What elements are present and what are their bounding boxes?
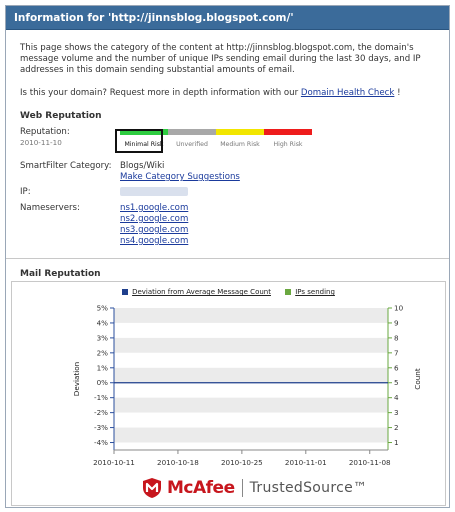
risk-label-minimal: Minimal Risk [124,141,164,148]
y-left-axis-title: Deviation [72,361,81,397]
intro-question [20,88,437,99]
x-tick-label: 2010-11-01 [284,458,327,467]
mcafee-brand: McAfee [167,478,235,498]
risk-label-medium: Medium Risk [220,141,260,148]
x-tick-label: 2010-10-18 [157,458,199,467]
grid-band [114,428,388,443]
ip-label: IP: [20,187,31,197]
y-right-tick-label: 10 [394,303,404,313]
nameservers-label: Nameservers: [20,203,80,213]
info-window [5,5,450,508]
question-text: Is this your domain? Request more in depth information with our [20,88,299,98]
web-reputation-title: Web Reputation [20,111,102,121]
grid-band [114,413,388,428]
legend-label-deviation: Deviation from Average Message Count [132,288,271,296]
y-right-tick-label: 4 [394,393,399,403]
mail-reputation-title: Mail Reputation [20,269,101,279]
reputation-label-block [20,127,120,150]
nameserver-link[interactable]: ns1.google.com [120,203,189,213]
ip-value-redacted [120,187,188,196]
y-left-tick-label: 0% [96,378,108,388]
nameserver-link[interactable]: ns4.google.com [120,236,189,246]
make-category-suggestions-link[interactable]: Make Category Suggestions [120,172,240,182]
y-right-tick-label: 3 [394,408,399,418]
mail-reputation-chart-panel [11,281,446,506]
y-right-tick-label: 8 [394,333,399,343]
reputation-date: 2010-11-10 [20,138,62,147]
domain-health-check-link[interactable]: Domain Health Check [300,88,395,98]
nameserver-link[interactable]: ns3.google.com [120,225,189,235]
y-left-tick-label: 5% [96,303,108,313]
risk-label-high: High Risk [273,141,303,148]
mcafee-logo [142,477,367,499]
y-left-tick-label: 2% [96,348,108,358]
y-right-axis-title: Count [413,368,422,390]
nameserver-link[interactable]: ns2.google.com [120,214,189,224]
y-left-tick-label: 3% [96,333,108,343]
legend-label-ips: IPs sending [295,288,335,296]
content-area [6,30,449,247]
category-row [20,161,437,183]
grid-band [114,368,388,383]
y-left-tick-label: 4% [96,318,108,328]
y-left-tick-label: -2% [94,408,108,418]
section-divider [6,258,449,259]
category-block [120,161,240,183]
y-left-tick-label: 1% [96,363,108,373]
question-suffix: ! [394,88,401,98]
intro-text: This page shows the category of the content at http://jinnsblog.blogspot.com, the domain's message volume and the number of unique IPs sending email during the last 30 days, and IP addresses in this domain sending substantial amounts of email. [20,43,421,75]
window-title: Information for 'http://jinnsblog.blogspot.com/' [6,6,449,30]
y-left-tick-label: -4% [94,438,108,448]
y-right-tick-label: 2 [394,423,399,433]
trustedsource-product: TrustedSource™ [249,480,368,496]
mcafee-shield-icon [142,477,162,499]
nameservers-row [20,203,437,247]
x-tick-label: 2010-10-25 [220,458,263,467]
mail-chart-svg [12,282,445,477]
y-right-tick-label: 6 [394,363,399,373]
selected-risk-indicator [115,129,163,153]
category-value: Blogs/Wiki [120,161,165,171]
risk-segment-high [264,129,312,135]
logo-divider [242,479,243,497]
category-label: SmartFilter Category: [20,161,112,171]
grid-band [114,443,388,450]
y-right-tick-label: 9 [394,318,399,328]
y-right-tick-label: 7 [394,348,399,358]
x-tick-label: 2010-11-08 [348,458,391,467]
ip-row [20,187,437,200]
grid-band [114,383,388,398]
grid-band [114,398,388,413]
grid-band [114,353,388,368]
risk-label-unverified: Unverified [176,141,208,148]
grid-band [114,308,388,323]
y-right-tick-label: 1 [394,438,399,448]
risk-segment-unverified [168,129,216,135]
grid-band [114,338,388,353]
x-tick-label: 2010-10-11 [93,458,135,467]
grid-band [114,323,388,338]
y-left-tick-label: -3% [94,423,108,433]
y-right-tick-label: 5 [394,378,399,388]
reputation-label: Reputation: [20,127,70,137]
y-left-tick-label: -1% [94,393,108,403]
risk-segment-medium [216,129,264,135]
nameserver-list [120,203,188,247]
reputation-row [20,127,437,150]
